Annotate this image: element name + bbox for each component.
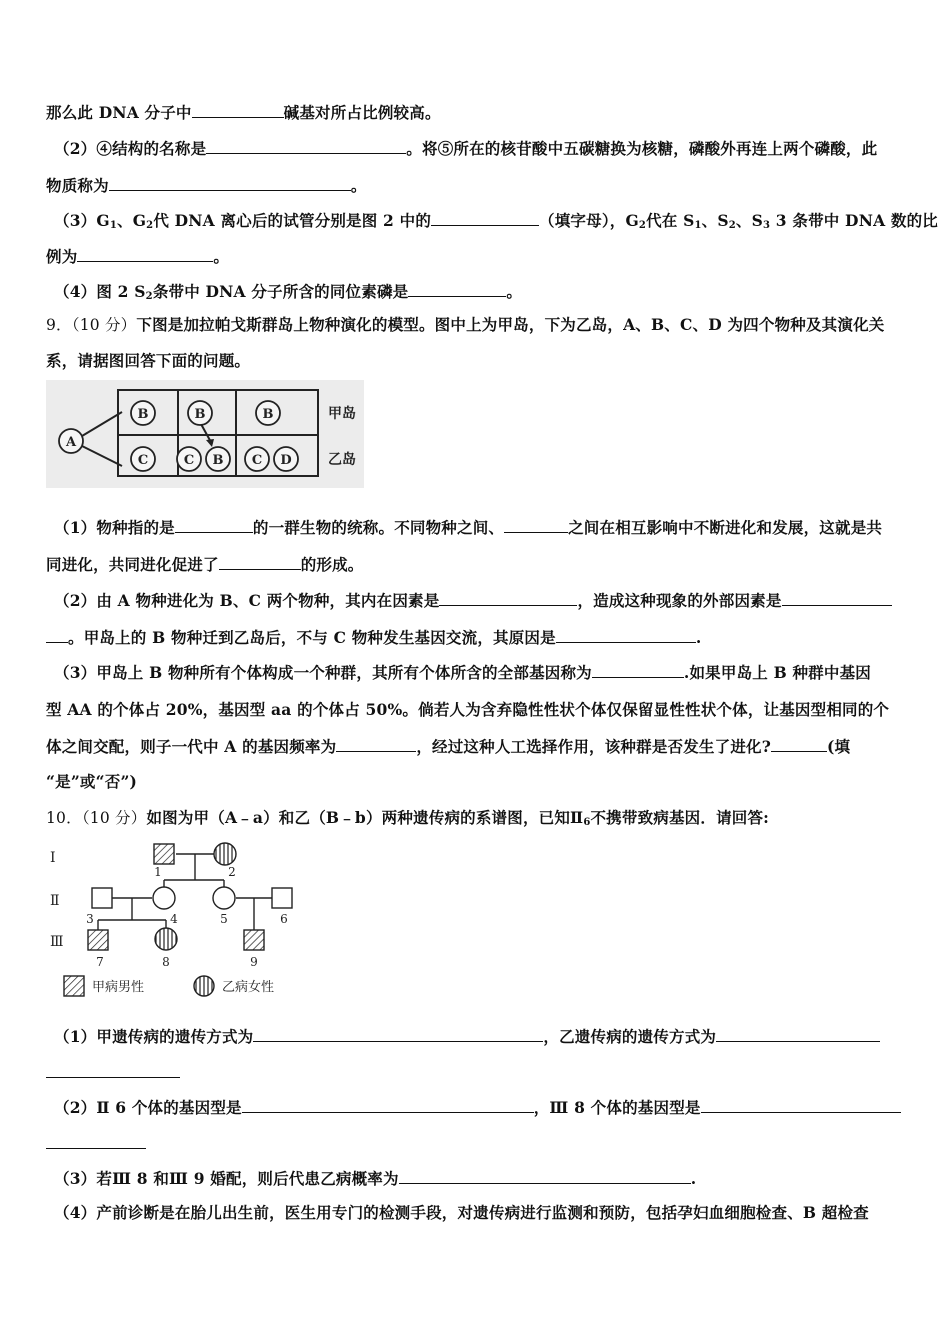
answer-blank[interactable] — [771, 736, 827, 752]
individual-I2-affected-female — [214, 843, 236, 865]
answer-blank[interactable] — [782, 590, 892, 606]
text-line — [46, 102, 906, 123]
answer-blank[interactable] — [408, 281, 506, 297]
generation-label: Ⅱ — [50, 893, 60, 909]
text-run: . — [690, 1169, 697, 1188]
text-run: 不携带致病基因．请回答: — [590, 808, 770, 827]
text-run: ，乙遗传病的遗传方式为 — [543, 1027, 717, 1046]
subscript: 1 — [694, 220, 702, 231]
text-run: ，造成这种现象的外部因素是 — [577, 591, 782, 610]
text-line — [46, 736, 906, 757]
answer-blank[interactable] — [399, 1168, 691, 1184]
answer-blank[interactable] — [46, 1133, 146, 1149]
text-run: 、G — [117, 211, 147, 230]
text-run: ，经过这种人工选择作用，该种群是否发生了进化? — [416, 737, 772, 756]
text-line — [54, 210, 938, 236]
text-run: .如果甲岛上 B 种群中基因 — [683, 663, 871, 682]
text-run: 、S — [701, 211, 729, 230]
subscript: 6 — [583, 817, 591, 828]
answer-blank[interactable] — [175, 517, 253, 533]
subscript: 2 — [638, 220, 647, 231]
species-label: A — [65, 435, 77, 450]
individual-I1-affected-male — [154, 844, 174, 864]
text-run: 例为 — [46, 247, 78, 266]
text-line — [54, 590, 914, 611]
text-run: 。甲岛上的 B 物种迁到乙岛后，不与 C 物种发生基因交流，其原因是 — [68, 628, 556, 647]
answer-blank[interactable] — [253, 1026, 543, 1042]
legend-yi-label: 乙病女性 — [222, 980, 275, 995]
text-run: 的一群生物的统称。不同物种之间、 — [252, 518, 505, 537]
answer-blank[interactable] — [109, 175, 351, 191]
answer-blank[interactable] — [77, 246, 213, 262]
text-run: 下图是加拉帕戈斯群岛上物种演化的模型。图中上为甲岛，下为乙岛，A、B、C、D 为四个物种及其演化关 — [136, 315, 885, 334]
individual-number: 2 — [228, 865, 236, 879]
species-label: B — [262, 407, 274, 422]
legend-jia-label: 甲病男性 — [92, 980, 145, 995]
text-run: “是”或“否”) — [46, 772, 138, 791]
individual-number: 8 — [162, 955, 170, 969]
species-evolution-figure — [46, 380, 364, 488]
text-run: （3）若Ⅲ 8 和Ⅲ 9 婚配，则后代患乙病概率为 — [54, 1169, 399, 1188]
question-10-stem — [46, 808, 906, 833]
answer-blank[interactable] — [556, 627, 696, 643]
text-run: . — [695, 628, 702, 647]
text-line — [54, 1168, 914, 1189]
species-label: C — [251, 453, 263, 468]
text-run: （4）产前诊断是在胎儿出生前，医生用专门的检测手段，对遗传病进行监测和预防，包括孕妇血细胞检查、B 超检查 — [54, 1203, 869, 1222]
text-run: （2）④结构的名称是 — [54, 139, 207, 158]
text-run: 体之间交配，则子一代中 A 的基因频率为 — [46, 737, 337, 756]
question-9-stem — [46, 315, 906, 335]
text-run: 代 DNA 离心后的试管分别是图 2 中的 — [153, 211, 432, 230]
text-run: （4）图 2 S — [54, 282, 146, 301]
text-line — [46, 246, 906, 267]
species-label: B — [194, 407, 206, 422]
question-number: 9．（10 分） — [46, 316, 137, 334]
answer-blank[interactable] — [439, 590, 577, 606]
subscript: 2 — [146, 220, 154, 231]
subscript: 2 — [728, 220, 736, 231]
text-run: （填字母），G — [539, 211, 639, 230]
text-run: 。 — [213, 247, 230, 266]
text-line — [46, 554, 906, 575]
individual-II4-female — [153, 887, 175, 909]
individual-II6-male — [272, 888, 292, 908]
text-run: 。 — [350, 176, 367, 195]
text-run: 、S — [735, 211, 764, 230]
text-run: (填 — [827, 737, 851, 756]
text-line — [46, 351, 906, 371]
individual-number: 3 — [86, 912, 94, 926]
individual-II3-male — [92, 888, 112, 908]
answer-blank[interactable] — [336, 736, 416, 752]
text-run: （3）G — [54, 211, 110, 230]
text-run: （3）甲岛上 B 物种所有个体构成一个种群，其所有个体所含的全部基因称为 — [54, 663, 592, 682]
text-line — [46, 700, 906, 720]
text-run: 物质称为 — [46, 176, 109, 195]
answer-blank[interactable] — [431, 210, 539, 226]
text-run: 那么此 DNA 分子中 — [46, 103, 192, 122]
text-line — [54, 1026, 914, 1047]
text-line — [54, 138, 914, 159]
species-label: B — [212, 453, 224, 468]
text-run: 之间在相互影响中不断进化和发展，这就是共 — [568, 518, 883, 537]
answer-blank[interactable] — [46, 1062, 180, 1078]
answer-blank[interactable] — [701, 1097, 901, 1113]
individual-number: 7 — [96, 955, 104, 969]
text-run: 。将⑤所在的核苷酸中五碳糖换为核糖，磷酸外再连上两个磷酸，此 — [406, 139, 878, 158]
text-run: 3 条带中 DNA 数的比 — [770, 211, 938, 230]
legend-jia-symbol — [64, 976, 84, 996]
text-run: 代在 S — [646, 211, 695, 230]
answer-blank[interactable] — [219, 554, 301, 570]
individual-number: 5 — [220, 912, 228, 926]
text-run: 条带中 DNA 分子所含的同位素磷是 — [152, 282, 409, 301]
species-label: B — [137, 407, 149, 422]
subscript: 1 — [109, 220, 117, 231]
text-run: 型 AA 的个体占 20%，基因型 aa 的个体占 50%。倘若人为含弃隐性性状个体仅保留显性性状个体，让基因型相同的个 — [46, 700, 890, 719]
text-line — [54, 662, 914, 683]
individual-III8-affected-female — [155, 928, 177, 950]
text-run: 同进化，共同进化促进了 — [46, 555, 219, 574]
subscript: 2 — [145, 291, 153, 302]
text-run: 碱基对所占比例较高。 — [283, 103, 441, 122]
text-run: 。 — [506, 282, 523, 301]
answer-blank[interactable] — [504, 517, 568, 533]
species-label: C — [137, 453, 149, 468]
text-run: ，Ⅲ 8 个体的基因型是 — [533, 1098, 701, 1117]
subscript: 3 — [763, 220, 771, 231]
answer-blank[interactable] — [206, 138, 406, 154]
text-line — [46, 1133, 906, 1154]
text-line — [54, 1203, 914, 1223]
individual-number: 4 — [170, 912, 178, 926]
island-label-yi: 乙岛 — [328, 452, 356, 468]
species-label: D — [280, 453, 292, 468]
answer-blank[interactable] — [192, 102, 284, 118]
question-number: 10．（10 分） — [46, 809, 147, 827]
legend-yi-symbol — [194, 976, 214, 996]
text-line — [54, 281, 914, 307]
text-run: （1）甲遗传病的遗传方式为 — [54, 1027, 254, 1046]
individual-III7-affected-male — [88, 930, 108, 950]
text-line — [54, 1097, 914, 1118]
answer-blank[interactable] — [592, 662, 684, 678]
text-line — [46, 772, 906, 792]
species-label: C — [183, 453, 195, 468]
text-run: （2）Ⅱ 6 个体的基因型是 — [54, 1098, 242, 1117]
individual-number: 9 — [250, 955, 258, 969]
answer-blank[interactable] — [242, 1097, 534, 1113]
text-line — [46, 1062, 906, 1083]
answer-blank[interactable] — [716, 1026, 880, 1042]
text-run: （1）物种指的是 — [54, 518, 175, 537]
individual-number: 1 — [154, 865, 162, 879]
text-line — [46, 627, 906, 648]
text-line — [46, 175, 906, 196]
individual-number: 6 — [280, 912, 288, 926]
answer-blank[interactable] — [46, 627, 68, 643]
text-run: 系，请据图回答下面的问题。 — [46, 351, 251, 370]
generation-label: Ⅰ — [50, 850, 56, 866]
text-line — [54, 517, 914, 538]
island-label-jia: 甲岛 — [328, 406, 356, 422]
text-run: 如图为甲（A﹣a）和乙（B﹣b）两种遗传病的系谱图，已知Ⅱ — [146, 808, 584, 827]
individual-III9-affected-male — [244, 930, 264, 950]
generation-label: Ⅲ — [50, 934, 64, 950]
pedigree-figure — [46, 838, 346, 1006]
individual-II5-female — [213, 887, 235, 909]
text-run: （2）由 A 物种进化为 B、C 两个物种，其内在因素是 — [54, 591, 440, 610]
text-run: 的形成。 — [300, 555, 364, 574]
